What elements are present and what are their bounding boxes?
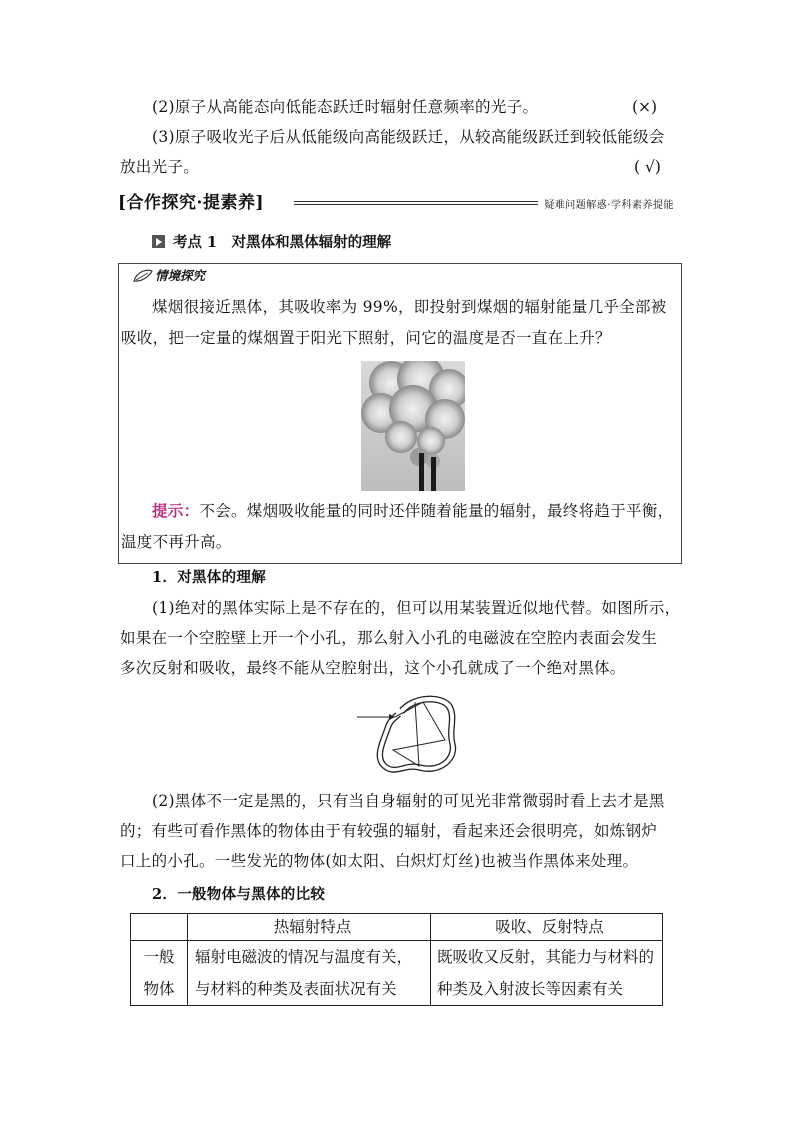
row-label-line-1: 一般 xyxy=(143,948,175,966)
item-2-mark: (×) xyxy=(632,98,658,116)
cell-line: 与材料的种类及表面状况有关 xyxy=(195,980,397,998)
section-title: [合作探究·提素养] xyxy=(118,193,265,213)
part-1-heading: 1．对黑体的理解 xyxy=(152,569,266,586)
scenario-line-2: 吸收，把一定量的煤烟置于阳光下照射，问它的温度是否一直在上升？ xyxy=(121,329,611,347)
item-3-mark: ( √) xyxy=(634,158,661,176)
p2-line-2: 的；有些可看作黑体的物体由于有较强的辐射，看起来还会很明亮，如炼钢炉 xyxy=(120,822,658,840)
table-header-cell xyxy=(131,914,188,941)
table-header-cell: 吸收、反射特点 xyxy=(431,914,663,941)
item-3-line-2: 放出光子。 xyxy=(120,158,200,176)
cell-line: 既吸收又反射，其能力与材料的 xyxy=(437,948,655,966)
hint-line-1 xyxy=(152,500,673,522)
cell-line: 种类及入射波长等因素有关 xyxy=(437,980,624,998)
leaf-icon xyxy=(133,269,153,283)
play-triangle-icon xyxy=(152,235,165,248)
p1-line-1: (1)绝对的黑体实际上是不存在的，但可以用某装置近似地代替。如图所示， xyxy=(152,599,681,617)
hint-text-1: 不会。煤烟吸收能量的同时还伴随着能量的辐射，最终将趋于平衡， xyxy=(199,502,674,520)
section-subtitle: 疑难问题解惑·学科素养提能 xyxy=(538,199,674,213)
table-cell xyxy=(188,941,431,1006)
table-header-cell: 热辐射特点 xyxy=(188,914,431,941)
p1-line-2: 如果在一个空腔壁上开一个小孔，那么射入小孔的电磁波在空腔内表面会发生 xyxy=(120,629,658,647)
table-row-label xyxy=(131,941,188,1006)
kaodian-heading xyxy=(152,233,391,253)
item-3-line-1: (3)原子吸收光子后从低能级向高能级跃迁，从较高能级跃迁到较低能级会 xyxy=(152,128,665,146)
table-header-row xyxy=(131,914,663,941)
p1-line-3: 多次反射和吸收，最终不能从空腔射出，这个小孔就成了一个绝对黑体。 xyxy=(120,659,626,677)
hint-label: 提示： xyxy=(152,501,200,520)
smokestack-photo xyxy=(361,361,465,491)
scenario-box xyxy=(118,263,682,564)
cell-line: 辐射电磁波的情况与温度有关， xyxy=(195,948,413,966)
table-cell xyxy=(431,941,663,1006)
item-2-text: (2)原子从高能态向低能态跃迁时辐射任意频率的光子。 xyxy=(152,98,539,116)
scenario-line-1: 煤烟很接近黑体，其吸收率为 99%，即投射到煤烟的辐射能量几乎全部被 xyxy=(152,298,667,316)
hint-line-2: 温度不再升高。 xyxy=(121,533,232,551)
comparison-table xyxy=(130,913,663,1006)
kaodian-label: 考点 1 对黑体和黑体辐射的理解 xyxy=(173,234,392,251)
part-2-heading: 2．一般物体与黑体的比较 xyxy=(152,886,326,903)
p2-line-1: (2)黑体不一定是黑的，只有当自身辐射的可见光非常微弱时看上去才是黑 xyxy=(152,792,665,810)
section-header xyxy=(118,191,674,217)
table-row xyxy=(131,941,663,1006)
cavity-blackbody-diagram xyxy=(355,688,465,780)
p2-line-3: 口上的小孔。一些发光的物体(如太阳、白炽灯灯丝)也被当作黑体来处理。 xyxy=(120,852,639,870)
row-label-line-2: 物体 xyxy=(143,980,175,998)
scenario-heading: 情境探究 xyxy=(155,268,206,283)
